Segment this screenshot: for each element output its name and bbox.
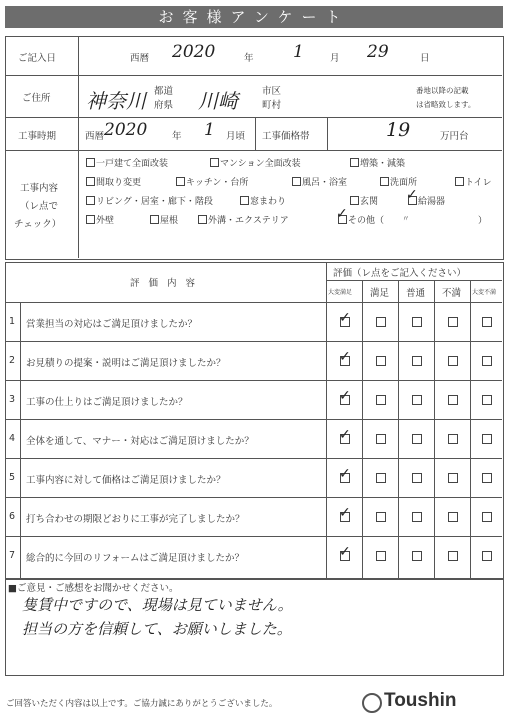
- rating-checkbox[interactable]: [448, 551, 458, 561]
- comments-line-2[interactable]: 担当の方を信頼して、お願いしました。: [22, 620, 292, 638]
- rating-checkbox[interactable]: [376, 551, 386, 561]
- question-text: 工事内容に対して価格はご満足頂けましたか？: [26, 475, 226, 486]
- toushin-logo-icon: [362, 693, 382, 713]
- rating-checkbox[interactable]: [376, 473, 386, 483]
- rating-checkbox[interactable]: [448, 473, 458, 483]
- work-option[interactable]: 屋根: [150, 213, 178, 226]
- survey-title: お客様アンケート: [5, 6, 503, 28]
- check-mark-icon: ✓: [339, 310, 351, 326]
- work-option[interactable]: 増築・減築: [350, 156, 405, 169]
- period-year[interactable]: 2020: [104, 120, 148, 140]
- address-prefecture[interactable]: 神奈川: [86, 89, 146, 113]
- period-year-unit: 年: [172, 131, 182, 142]
- check-mark-icon: ✓: [339, 544, 351, 560]
- check-mark-icon: ✓: [339, 466, 351, 482]
- question-text: 総合的に今回のリフォームはご満足頂けましたか？: [26, 553, 245, 564]
- address-note-1: 番地以降の記載: [416, 86, 469, 95]
- footer-text: ご回答いただく内容は以上です。ご協力誠にありがとうございました。: [6, 699, 278, 709]
- question-text: 打ち合わせの期限どおりに工事が完了しましたか？: [26, 514, 245, 525]
- work-option[interactable]: 洗面所: [380, 175, 417, 188]
- question-number: 7: [9, 550, 16, 561]
- scale-very-dissatisfied: 大変不満: [472, 289, 497, 296]
- question-number: 6: [9, 511, 16, 522]
- rating-checkbox[interactable]: [448, 395, 458, 405]
- date-year-unit: 年: [244, 53, 254, 64]
- rating-checkbox[interactable]: [376, 356, 386, 366]
- check-mark-icon: ✓: [339, 427, 351, 443]
- date-day-unit: 日: [420, 53, 430, 64]
- rating-checkbox[interactable]: [376, 512, 386, 522]
- check-mark-icon: ✓: [336, 206, 348, 222]
- check-mark-icon: ✓: [339, 505, 351, 521]
- comments-label: ■ご意見・ご感想をお聞かせください。: [8, 583, 179, 594]
- work-option[interactable]: 外壁: [86, 213, 114, 226]
- rating-checkbox[interactable]: [448, 512, 458, 522]
- price-label: 工事価格帯: [262, 131, 310, 142]
- rating-checkbox[interactable]: [412, 434, 422, 444]
- work-option[interactable]: 窓まわり: [240, 194, 286, 207]
- date-month[interactable]: 1: [293, 42, 304, 62]
- rating-checkbox[interactable]: [482, 317, 492, 327]
- date-day[interactable]: 29: [367, 42, 389, 62]
- date-label: ご記入日: [18, 53, 57, 64]
- work-label-3: チェック）: [14, 219, 62, 230]
- rating-checkbox[interactable]: [412, 551, 422, 561]
- eval-scale-header: 評価（レ点をご記入ください）: [333, 268, 467, 279]
- rating-checkbox[interactable]: [482, 395, 492, 405]
- question-number: 4: [9, 433, 16, 444]
- eval-table: [5, 262, 504, 580]
- rating-checkbox[interactable]: [448, 434, 458, 444]
- scale-satisfied: 満足: [370, 288, 390, 299]
- check-mark-icon: ✓: [406, 187, 418, 203]
- rating-checkbox[interactable]: [412, 512, 422, 522]
- date-year[interactable]: 2020: [172, 42, 216, 62]
- rating-checkbox[interactable]: [376, 317, 386, 327]
- question-number: 2: [9, 355, 16, 366]
- work-option[interactable]: 玄関: [350, 194, 378, 207]
- rating-checkbox[interactable]: [482, 551, 492, 561]
- work-option[interactable]: 風呂・浴室: [292, 175, 347, 188]
- work-option-other[interactable]: その他（: [338, 213, 384, 226]
- work-label-2: （レ点で: [20, 201, 59, 212]
- rating-checkbox[interactable]: [482, 473, 492, 483]
- rating-checkbox[interactable]: [448, 317, 458, 327]
- scale-dissatisfied: 不満: [442, 288, 462, 299]
- date-era: 西暦: [130, 53, 150, 64]
- period-month-unit: 月頃: [226, 131, 246, 142]
- address-pref-suffix-1: 都道: [154, 86, 174, 97]
- question-text: 全体を通して、マナー・対応はご満足頂けましたか？: [26, 436, 254, 447]
- comments-line-1[interactable]: 隻賃中ですので、現場は見ていません。: [22, 596, 293, 614]
- price-unit: 万円台: [440, 131, 469, 142]
- rating-checkbox[interactable]: [482, 434, 492, 444]
- rating-checkbox[interactable]: [412, 317, 422, 327]
- price-value[interactable]: 19: [386, 119, 411, 141]
- work-option[interactable]: キッチン・台所: [176, 175, 248, 188]
- work-option[interactable]: 給湯器: [408, 194, 445, 207]
- work-option[interactable]: リビング・居室・廊下・階段: [86, 194, 213, 207]
- address-note-2: は省略致します。: [416, 100, 476, 109]
- work-other-text[interactable]: 〃: [402, 214, 410, 223]
- rating-checkbox[interactable]: [412, 356, 422, 366]
- work-option[interactable]: トイレ: [455, 175, 492, 188]
- question-number: 5: [9, 472, 16, 483]
- period-label: 工事時期: [18, 131, 57, 142]
- check-mark-icon: ✓: [339, 349, 351, 365]
- period-month[interactable]: 1: [204, 120, 215, 140]
- work-option[interactable]: 間取り変更: [86, 175, 141, 188]
- scale-neutral: 普通: [406, 288, 426, 299]
- period-era: 西暦: [85, 131, 105, 142]
- question-text: お見積りの提案・説明はご満足頂けましたか？: [26, 358, 226, 369]
- question-number: 3: [9, 394, 16, 405]
- work-option[interactable]: 外溝・エクステリア: [198, 213, 289, 226]
- scale-very-satisfied: 大変満足: [328, 289, 353, 296]
- work-option[interactable]: 一戸建て全面改装: [86, 156, 168, 169]
- address-city-suffix-2: 町村: [262, 100, 282, 111]
- address-pref-suffix-2: 府県: [154, 100, 174, 111]
- address-city[interactable]: 川崎: [198, 89, 238, 113]
- question-text: 工事の仕上りはご満足頂けましたか？: [26, 397, 188, 408]
- address-label: ご住所: [22, 93, 51, 104]
- rating-checkbox[interactable]: [412, 473, 422, 483]
- work-other-close: ）: [478, 216, 488, 226]
- rating-checkbox[interactable]: [376, 434, 386, 444]
- eval-header: 評 価 内 容: [130, 278, 199, 289]
- rating-checkbox[interactable]: [482, 512, 492, 522]
- check-mark-icon: ✓: [339, 388, 351, 404]
- question-number: 1: [9, 316, 16, 327]
- work-label-1: 工事内容: [20, 183, 59, 194]
- rating-checkbox[interactable]: [412, 395, 422, 405]
- date-month-unit: 月: [330, 53, 340, 64]
- address-city-suffix-1: 市区: [262, 86, 282, 97]
- company-logo: Toushin: [384, 690, 457, 711]
- rating-checkbox[interactable]: [482, 356, 492, 366]
- rating-checkbox[interactable]: [448, 356, 458, 366]
- work-option[interactable]: マンション全面改装: [210, 156, 301, 169]
- question-text: 営業担当の対応はご満足頂けましたか？: [26, 319, 198, 330]
- rating-checkbox[interactable]: [376, 395, 386, 405]
